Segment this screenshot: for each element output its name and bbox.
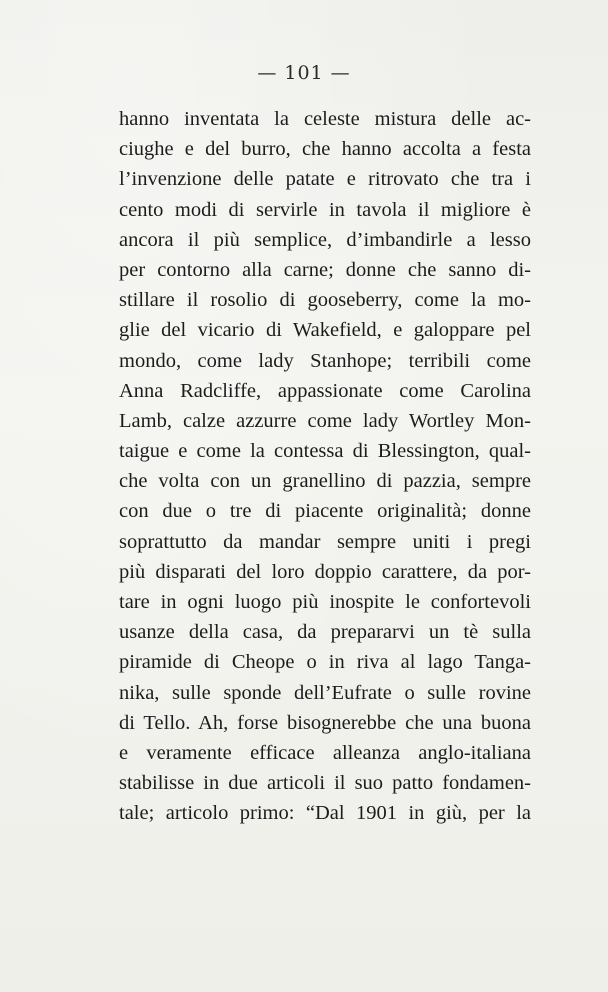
text-line: usanze della casa, da prepararvi un tè sulla <box>119 621 531 644</box>
text-line: con due o tre di piacente originalità; donne <box>119 500 531 523</box>
text-line: ciughe e del burro, che hanno accolta a festa <box>119 138 531 161</box>
text-line: l’invenzione delle patate e ritrovato che tra i <box>119 168 531 191</box>
text-line: per contorno alla carne; donne che sanno di- <box>119 258 531 281</box>
text-line: Lamb, calze azzurre come lady Wortley Mon- <box>119 409 531 432</box>
text-line: glie del vicario di Wakefield, e galoppare pel <box>119 319 531 342</box>
text-line: nika, sulle sponde dell’Eufrate o sulle rovine <box>119 681 531 704</box>
text-line: ancora il più semplice, d’imbandirle a lesso <box>119 228 531 251</box>
text-line: e veramente efficace alleanza anglo-italiana <box>119 741 531 764</box>
text-line: cento modi di servirle in tavola il migliore è <box>119 198 531 221</box>
body-text <box>119 104 531 829</box>
text-line: più disparati del loro doppio carattere, da por- <box>119 560 531 583</box>
text-line: di Tello. Ah, forse bisognerebbe che una buona <box>119 711 531 734</box>
text-line: soprattutto da mandar sempre uniti i pregi <box>119 530 531 553</box>
text-line: hanno inventata la celeste mistura delle ac- <box>119 108 531 130</box>
text-line: piramide di Cheope o in riva al lago Tanga- <box>119 651 531 674</box>
text-line: taigue e come la contessa di Blessington, qual- <box>119 440 531 463</box>
page-number: — 101 — <box>257 62 351 84</box>
text-line: stabilisse in due articoli il suo patto fondamen- <box>119 772 531 795</box>
text-line: Anna Radcliffe, appassionate come Carolina <box>119 379 531 402</box>
text-line: tale; articolo primo: “Dal 1901 in giù, per la <box>119 802 531 825</box>
text-line: stillare il rosolio di gooseberry, come la mo- <box>119 289 531 312</box>
text-line: mondo, come lady Stanhope; terribili come <box>119 349 531 372</box>
text-line: che volta con un granellino di pazzia, sempre <box>119 470 531 493</box>
text-line: tare in ogni luogo più inospite le confortevoli <box>119 591 531 613</box>
